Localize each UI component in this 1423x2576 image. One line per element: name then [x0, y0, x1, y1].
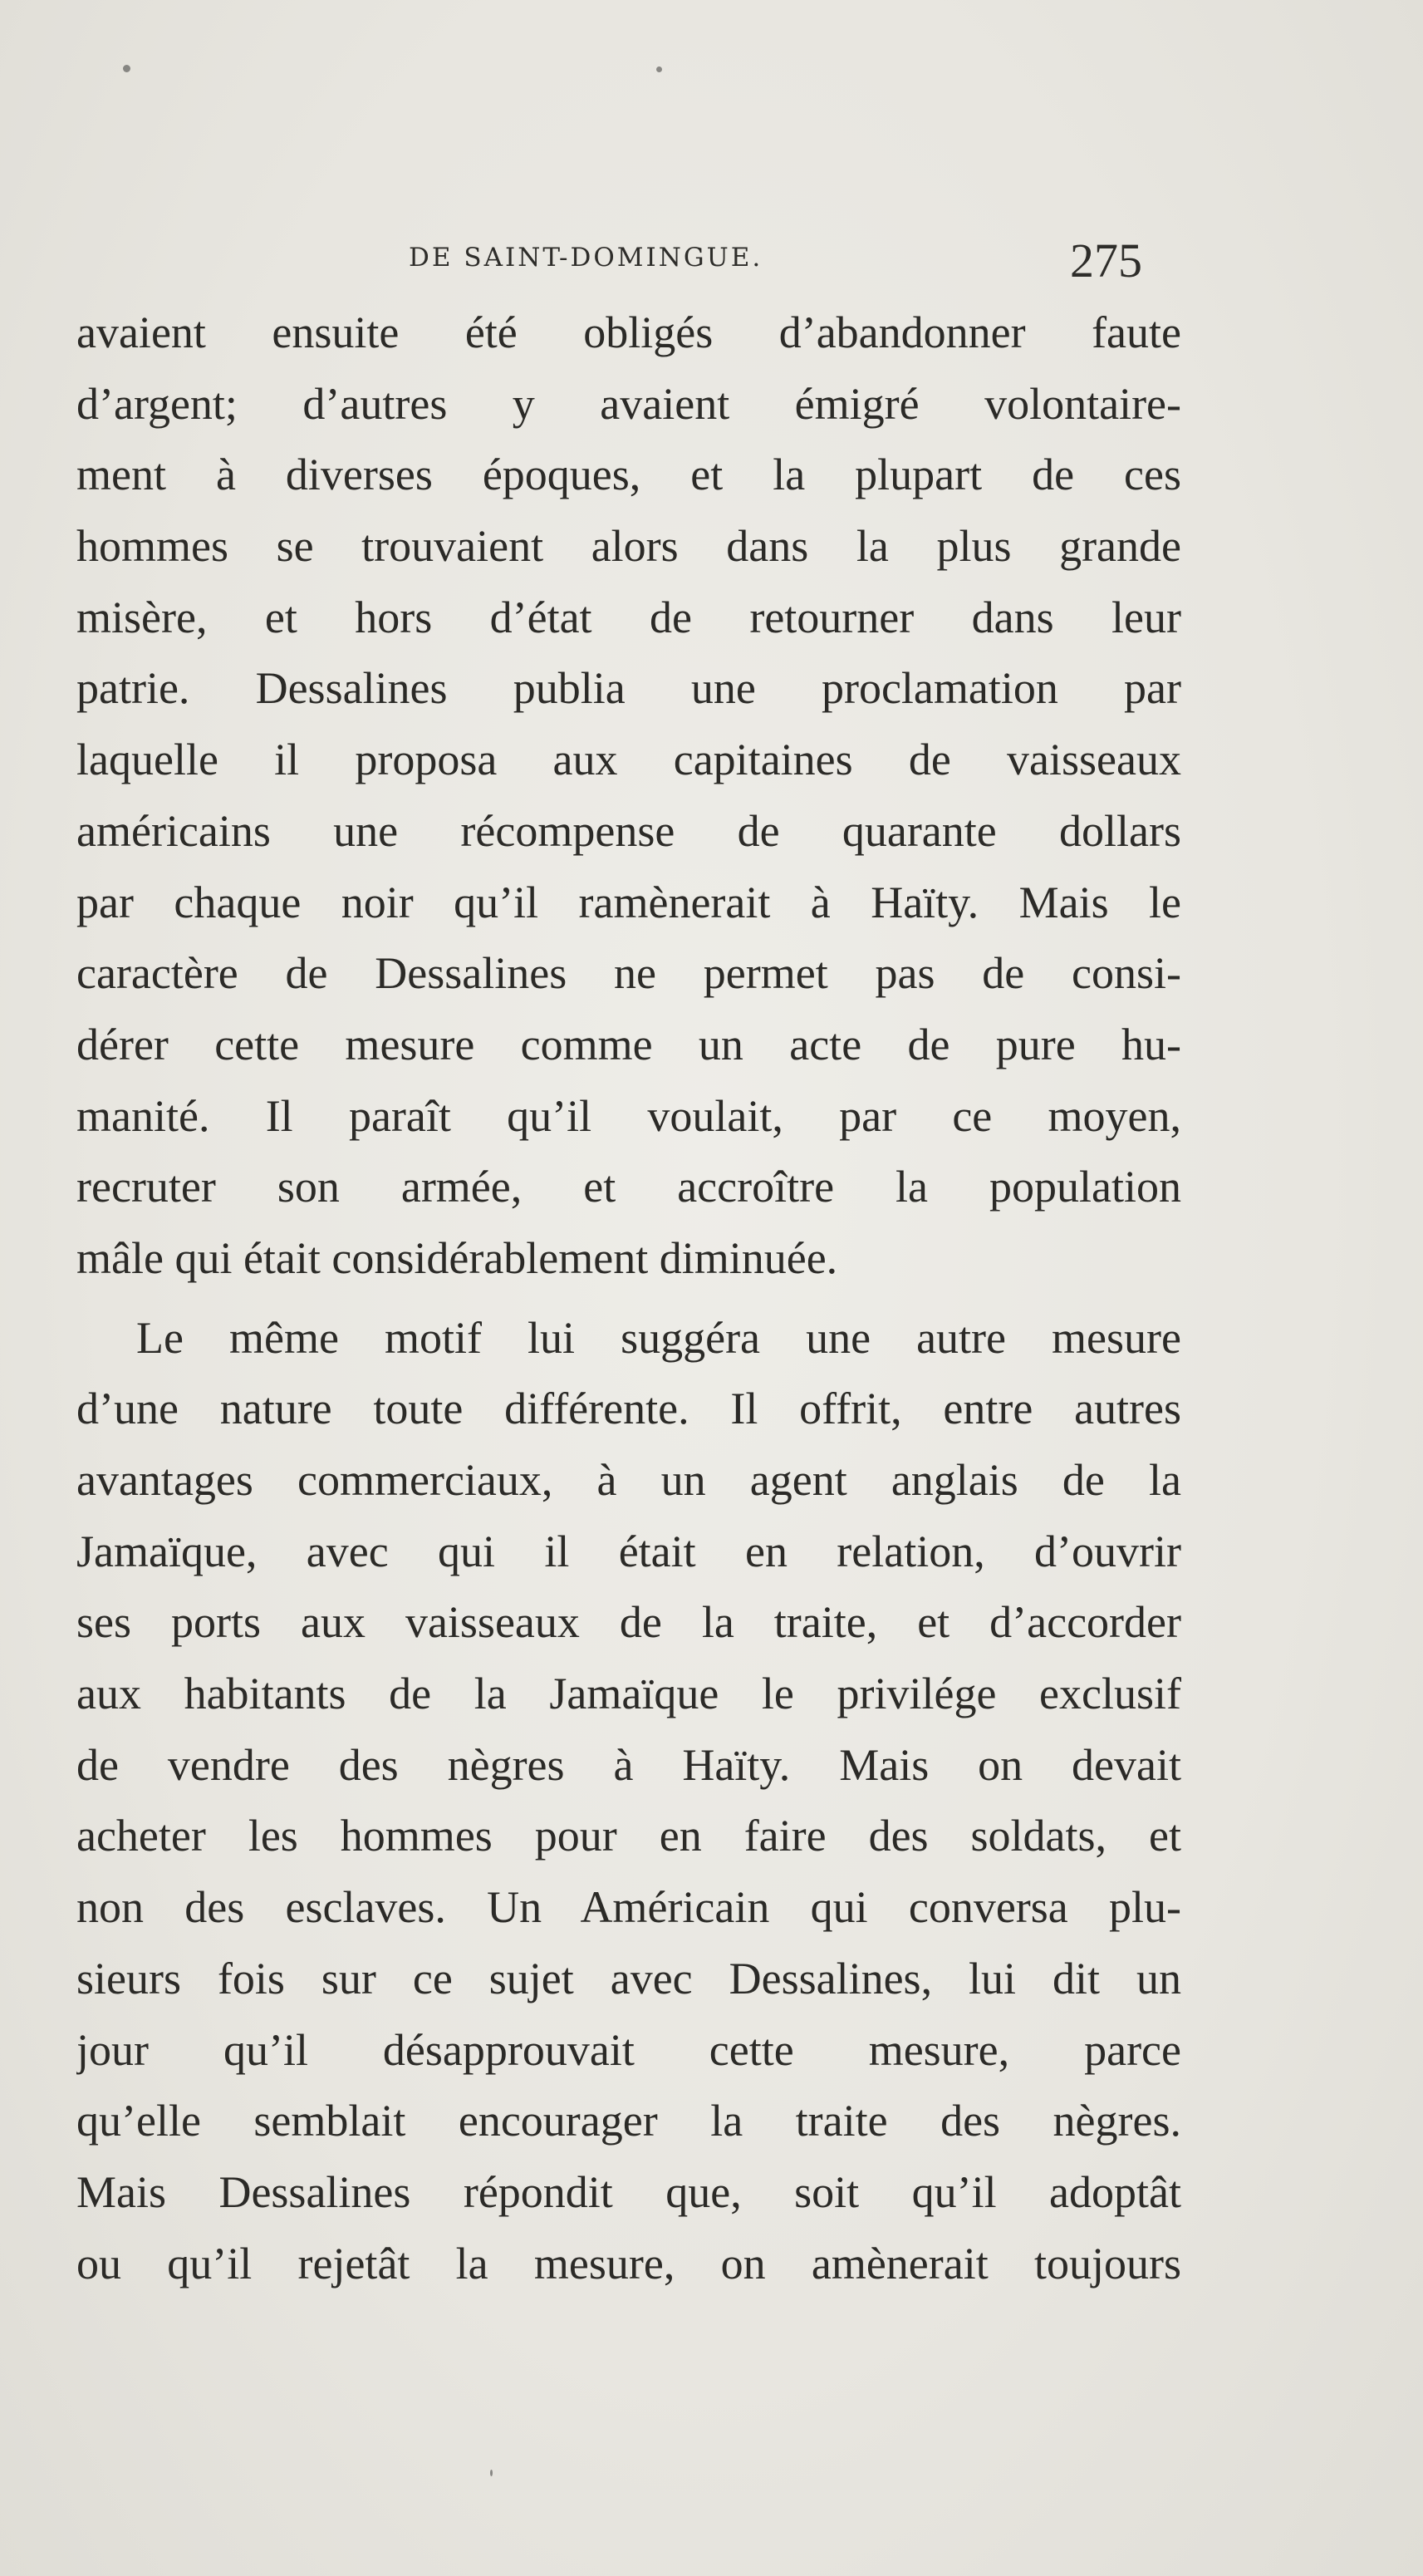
text-line: avaient ensuite été obligés d’abandonner faute	[76, 307, 1181, 357]
page-number: 275	[1070, 234, 1142, 288]
text-line: américains une récompense de quarante dollars	[76, 805, 1181, 856]
text-line: sieurs fois sur ce sujet avec Dessalines, lui dit un	[76, 1953, 1181, 2003]
text-line: laquelle il proposa aux capitaines de vaisseaux	[76, 735, 1181, 785]
text-line: ses ports aux vaisseaux de la traite, et d’accorder	[76, 1597, 1181, 1648]
body-text	[76, 297, 1181, 2299]
text-line: dérer cette mesure comme un acte de pure hu-	[76, 1019, 1181, 1069]
page-header	[0, 233, 1423, 299]
text-line: patrie. Dessalines publia une proclamation par	[76, 663, 1181, 714]
text-line: avantages commerciaux, à un agent anglais de la	[76, 1455, 1181, 1505]
text-line: mâle qui était considérablement diminuée.	[76, 1232, 838, 1283]
text-line: d’une nature toute différente. Il offrit, entre autres	[76, 1384, 1181, 1434]
ink-speck	[123, 65, 130, 72]
text-line: qu’elle semblait encourager la traite des nègres.	[76, 2096, 1181, 2146]
text-line: ou qu’il rejetât la mesure, on amènerait toujours	[76, 2238, 1181, 2288]
text-line: recruter son armée, et accroître la population	[76, 1162, 1181, 1212]
text-line: ment à diverses époques, et la plupart de ces	[76, 450, 1181, 500]
text-line: manité. Il paraît qu’il voulait, par ce moyen,	[76, 1090, 1181, 1141]
text-line: d’argent; d’autres y avaient émigré volontaire-	[76, 378, 1181, 429]
text-line: acheter les hommes pour en faire des soldats, et	[76, 1811, 1181, 1861]
text-line: caractère de Dessalines ne permet pas de consi-	[76, 948, 1181, 999]
text-line: non des esclaves. Un Américain qui conversa plu-	[76, 1882, 1181, 1933]
running-head: DE SAINT-DOMINGUE.	[409, 243, 763, 273]
ink-speck	[490, 2470, 493, 2476]
text-line: hommes se trouvaient alors dans la plus grande	[76, 521, 1181, 572]
text-line: Jamaïque, avec qui il était en relation, d’ouvrir	[76, 1526, 1181, 1576]
text-line: aux habitants de la Jamaïque le privilége exclusif	[76, 1669, 1181, 1719]
text-line: de vendre des nègres à Haïty. Mais on devait	[76, 1739, 1181, 1790]
text-line: jour qu’il désapprouvait cette mesure, parce	[76, 2024, 1181, 2075]
text-line: misère, et hors d’état de retourner dans leur	[76, 592, 1181, 642]
ink-speck	[656, 66, 662, 72]
text-line: Le même motif lui suggéra une autre mesure	[136, 1312, 1181, 1363]
text-line: Mais Dessalines répondit que, soit qu’il adoptât	[76, 2166, 1181, 2217]
text-line: par chaque noir qu’il ramènerait à Haïty. Mais le	[76, 877, 1181, 927]
